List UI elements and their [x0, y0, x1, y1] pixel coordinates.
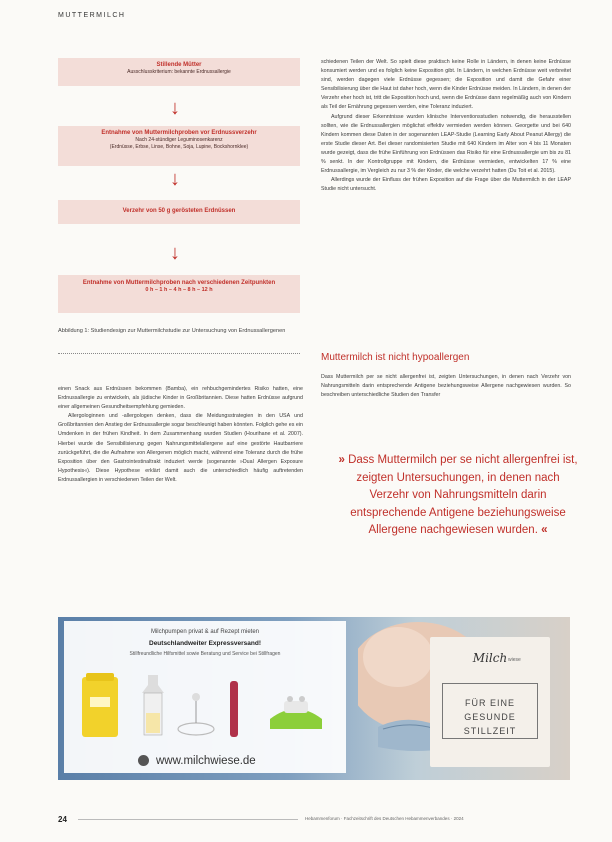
brand-logo: Milch: [472, 651, 508, 665]
left-column-body: [58, 385, 303, 577]
ad-services: Stillfreundliche Hilfsmittel sowie Beratung und Service bei Stillfragen: [129, 651, 281, 657]
quote-close-icon: «: [541, 524, 548, 536]
down-arrow-icon: ↓: [170, 168, 180, 190]
dotted-divider: [58, 353, 300, 354]
page-number: 24: [58, 815, 67, 824]
ad-headline: Milchpumpen privat & auf Rezept mieten: [150, 629, 260, 635]
quote-open-icon: »: [338, 454, 345, 466]
flow-box-sampling-before: [58, 126, 300, 166]
paragraph: einen Snack aus Erdnüssen bekommen (Bamba), ein rehbuchgemindertes Risiko hatten, eine Erdnussallergie zu entwickeln, als jüdische Kinder in Großbritannien. Diese hatten Erdnüsse aufgrund einer allgemeinen Gesundheitsempfehlung gemieden.: [58, 386, 303, 411]
flow-box-peanut-intake: [58, 200, 300, 224]
down-arrow-icon: ↓: [170, 242, 180, 264]
paragraph: Dass Muttermilch per se nicht allergenfrei ist, zeigten Untersuchungen, in denen nach Verzehr von Nahrungsmitteln darin entsprechende Antigene beziehungsweise Allergene nachgewiesen wurden. So beschreiben unterschiedliche Studien den Transfer: [321, 374, 571, 399]
pull-quote: [338, 452, 578, 540]
flow-box-title: Stillende Mütter: [156, 62, 202, 68]
paragraph: Allergologinnen und -allergologen denken, dass die Meidungsstrategien in den USA und Großbritannien den Anstieg der Erdnussallergie sogar beschleunigt haben könnten. Folglich gehe es ein Umdenken in der frühen Kindheit. In dem Zusammenhang wurden Studien (Hourihane et al. 2007). Hierbei wurde die Sensibilisierung gegen Nahrungsmittelallergene auf eine gestörte Hautbarriere zurückgeführt, die die Aufnahme von Allergenen möglich macht, während eine Toleranz durch die frühe Exposition über den Gastrointestinaltrakt induziert werde (sogenannte »Dual Allergen Exposure Hypothesis«). Diese Hypothese erklärt damit auch die unterschiedlich häufig auftretenden Erdnussallergien in verschiedenen Teilen der Welt.: [58, 413, 303, 483]
paragraph: Aufgrund dieser Erkenntnisse wurden klinische Interventionsstudien notwendig, die herausstellen sollten, wie die Erdnussallergien möglichst effektiv vermieden werden können. Georgette und bei 640 Kindern kommen diese Daten in der sogenannten LEAP-Studie (Learning Early About Peanut Allergy) die erste Studie dieser Art. Bei dieser randomisierten Studie mit 640 Kindern im Alter von 4 bis 11 Monaten wurde gezeigt, dass die frühe Einführung von Erdnüssen das Risiko für eine Erdnussallergie um bis zu 81 % senkt. In der Kontrollgruppe mit Kindern, die Erdnüsse vermieden, entwickelten 17 % eine Erdnussallergie, im Vergleich zu nur 3 % der Kinder, die welche verzehrt hatten (Du Toit et al. 2015).: [321, 113, 571, 175]
running-head: MUTTERMILCH: [58, 12, 126, 19]
down-arrow-icon: ↓: [170, 97, 180, 119]
website-link[interactable]: www.milchwiese.de: [156, 755, 256, 767]
flow-box-title: Entnahme von Muttermilchproben vor Erdnussverzehr: [101, 130, 257, 136]
flow-box-title: Verzehr von 50 g gerösteten Erdnüssen: [122, 208, 236, 214]
advertisement[interactable]: [58, 617, 570, 780]
flow-box-mothers: [58, 58, 300, 86]
flow-box-title: Entnahme von Muttermilchproben nach verschiedenen Zeitpunkten: [82, 280, 276, 286]
pull-quote-text: Dass Muttermilch per se nicht allergenfrei ist, zeigten Untersuchungen, in denen nach Verzehr von Nahrungsmitteln darin entsprechende Antigene beziehungsweise Allergene nachgewiesen wurden.: [348, 454, 578, 536]
section-heading: Muttermilch ist nicht hypoallergen: [321, 352, 470, 363]
flow-box-sampling-after: [58, 275, 300, 313]
milk-bottle-icon: [138, 673, 168, 739]
electric-pump-icon: [264, 691, 328, 735]
tubing-set-icon: [176, 691, 216, 737]
paragraph: schiedenen Teilen der Welt. So spielt diese praktisch keine Rolle in Ländern, in denen keine Erdnüsse konsumiert werden und es folglich keine Exposition gibt. In Ländern, in welchen Erdnüsse weit verbreitet sind, werden dagegen viele Erdnüsse gegessen; die Exposition und damit die Gefahr einer Sensibilisierung über die Haut ist daher hoch, wenn die Kinder Erdnüsse meiden. In Ländern, in denen der Verzehr eher hoch ist, tritt die Exposition hoch und, wenn die Erdnüsse dann regelmäßig auch von Kindern als Teil der Ernährung gegessen werden, eine Toleranz induziert.: [321, 59, 571, 111]
globe-icon: [138, 755, 149, 766]
section-body: [321, 373, 571, 419]
footer-publication: Hebammenforum · Fachzeitschrift des Deutschen Hebammenverbandes · 2024: [305, 816, 464, 821]
brand-card: [430, 637, 550, 767]
brand-slogan: FÜR EINE GESUNDE STILLZEIT: [442, 683, 538, 739]
study-flowchart: [58, 58, 300, 322]
right-column-body: [321, 58, 571, 341]
flow-box-line: Nach 24-stündiger Leguminosenkarenz: [135, 137, 223, 143]
flow-box-line: Ausschlusskriterium: bekannte Erdnussallergie: [127, 69, 231, 75]
nipple-shield-icon: [226, 679, 242, 739]
figure-caption: Abbildung 1: Studiendesign zur Muttermilchstudie zur Untersuchung von Erdnussallergenen: [58, 328, 286, 334]
ad-text-panel: [64, 621, 346, 773]
brand-logo-suffix: wiese: [508, 657, 521, 663]
footer-rule: [78, 819, 298, 820]
paragraph: Allerdings wurde der Einfluss der frühen Exposition auf die Frage über die Muttermilch in der LEAP Studie nicht untersucht.: [321, 177, 571, 193]
ad-shipping: Deutschlandweiter Expressversand!: [149, 640, 261, 647]
flow-box-line: (Erdnüsse, Erbse, Linse, Bohne, Soja, Lupine, Bockshornklee): [109, 144, 249, 150]
flow-box-line: 0 h – 1 h – 4 h – 8 h – 12 h: [145, 287, 213, 293]
breast-pump-icon: [78, 671, 122, 741]
